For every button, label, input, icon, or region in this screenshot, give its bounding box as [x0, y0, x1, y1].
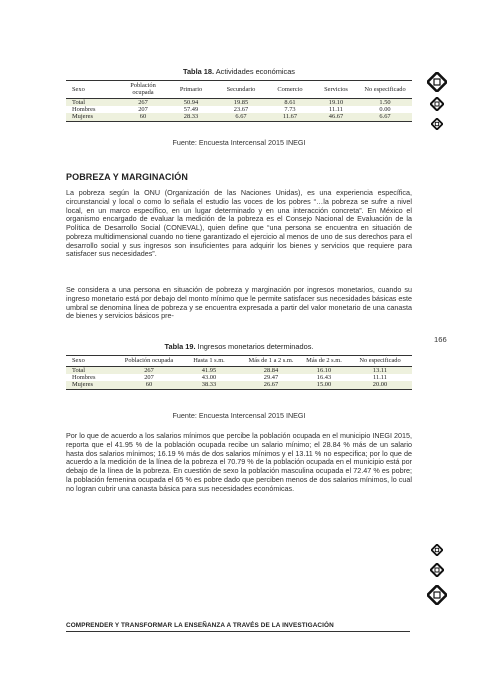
table-cell: 1.50: [358, 99, 412, 107]
ornament-large-diamond-icon: [427, 72, 447, 92]
table-cell: 267: [122, 367, 176, 375]
running-footer: COMPRENDER Y TRANSFORMAR LA ENSEÑANZA A TRAVÉS DE LA INVESTIGACIÓN: [66, 622, 334, 629]
ornament-small-diamond-icon: [431, 118, 443, 130]
table-cell: 29.47: [242, 374, 300, 381]
page-number: 166: [434, 335, 447, 344]
table-row: [66, 381, 412, 389]
table-cell: 7.73: [266, 106, 314, 113]
table-18-caption-label: Tabla 18.: [182, 67, 215, 76]
column-header: No especificado: [348, 356, 412, 367]
column-header: Servicios: [314, 81, 358, 99]
table-row: [66, 374, 412, 381]
ornament-diamond-icon: [430, 563, 444, 577]
table-cell: Mujeres: [66, 381, 122, 389]
table-cell: 26.67: [242, 381, 300, 389]
table-19-caption-text: Ingresos monetarios determinados.: [195, 342, 314, 351]
table-19-caption: [66, 342, 412, 351]
table-cell: Total: [66, 367, 122, 375]
table-cell: 11.11: [314, 106, 358, 113]
table-cell: 11.11: [348, 374, 412, 381]
column-header: Hasta 1 s.m.: [176, 356, 242, 367]
column-header: Más de 2 s.m.: [300, 356, 348, 367]
table-cell: 28.33: [166, 113, 216, 121]
table-cell: 267: [120, 99, 166, 107]
table-cell: Hombres: [66, 106, 120, 113]
section-heading: POBREZA Y MARGINACIÓN: [66, 172, 188, 182]
column-header: Secundario: [216, 81, 266, 99]
table-cell: 38.33: [176, 381, 242, 389]
column-header: Sexo: [66, 356, 122, 367]
table-cell: 43.00: [176, 374, 242, 381]
column-header: Sexo: [66, 81, 120, 99]
column-header: Más de 1 a 2 s.m.: [242, 356, 300, 367]
column-header: No especificado: [358, 81, 412, 99]
table-row: [66, 113, 412, 121]
table-cell: 19.10: [314, 99, 358, 107]
ornament-small-diamond-icon: [431, 544, 443, 556]
table-cell: 41.95: [176, 367, 242, 375]
table-cell: 8.61: [266, 99, 314, 107]
table-row: [66, 99, 412, 107]
table-cell: 13.11: [348, 367, 412, 375]
column-header: Población ocupada: [122, 356, 176, 367]
column-header: Primario: [166, 81, 216, 99]
table-cell: 23.67: [216, 106, 266, 113]
ornament-diamond-icon: [430, 97, 444, 111]
table-cell: 28.84: [242, 367, 300, 375]
table-cell: 50.94: [166, 99, 216, 107]
table-cell: 15.00: [300, 381, 348, 389]
table-cell: 57.49: [166, 106, 216, 113]
table-cell: 19.85: [216, 99, 266, 107]
table-cell: 16.10: [300, 367, 348, 375]
table-18-source: Fuente: Encuesta Intercensal 2015 INEGI: [172, 138, 306, 147]
table-cell: 16.43: [300, 374, 348, 381]
table-cell: 60: [122, 381, 176, 389]
table-cell: 6.67: [216, 113, 266, 121]
paragraph-2: Se considera a una persona en situación de pobreza y marginación por ingresos monetarios, cuando su ingreso monetario está por debajo del monto mínimo que le permite satisfacer sus necesidades básicas este umbral se denomina línea de pobreza y se encuentra expresada a partir del valor monetario de una canasta de bienes y servicios básicos pre-: [66, 285, 412, 321]
table-19-source: Fuente: Encuesta Intercensal 2015 INEGI: [172, 411, 306, 420]
table-cell: 0.00: [358, 106, 412, 113]
table-18: [66, 80, 412, 122]
footer-rule: [66, 631, 410, 632]
table-18-caption: [66, 67, 412, 76]
paragraph-1: La pobreza según la ONU (Organización de las Naciones Unidas), es una experiencia específica, circunstancial y local o como lo señala el estudio las voces de los pobres “…la pobreza se sufre a nivel local, en un marco específico, en un lugar determinado y en una interacción concreta”. En México el organismo encargado de evaluar la medición de la pobreza es el Consejo Nacional de Evaluación de la Política de Desarrollo Social (CONEVAL), quien define que “una persona se encuentra en situación de pobreza multidimensional cuando no tiene garantizado el ejercicio al menos de uno de sus derechos para el desarrollo social y sus ingresos son insuficientes para adquirir los bienes y servicios que requiere para satisfacer sus necesidades”.: [66, 188, 412, 259]
table-row: [66, 367, 412, 375]
table-cell: 207: [120, 106, 166, 113]
table-cell: 6.67: [358, 113, 412, 121]
table-19: [66, 355, 412, 390]
table-19-header-row: [66, 356, 412, 367]
table-row: [66, 106, 412, 113]
table-cell: 20.00: [348, 381, 412, 389]
table-cell: 46.67: [314, 113, 358, 121]
table-cell: Total: [66, 99, 120, 107]
table-19-caption-label: Tabla 19.: [164, 342, 196, 351]
paragraph-3: Por lo que de acuerdo a los salarios mínimos que percibe la población ocupada en el municipio INEGI 2015, reporta que el 41.95 % de la población ocupada recibe un salario mínimo; el 28.84 % más de un salario hasta dos salarios mínimos; 16.19 % más de dos salarios mínimos y el 13.11 % no especifica; por lo que de acuerdo a la medición de la línea de la pobreza el 70.79 % de la población ocupada en el municipio está por debajo de la línea de la pobreza. En cuestión de sexo la población masculina ocupada el 72.47 % es pobre; la población femenina ocupada el 65 % es pobre dado que perciben menos de dos salarios mínimos, lo cual no logran cubrir una canasta básica para sus necesidades económicas.: [66, 431, 412, 493]
table-cell: 11.67: [266, 113, 314, 121]
table-18-caption-text: Actividades económicas: [214, 67, 296, 76]
ornament-large-diamond-icon: [427, 585, 447, 605]
column-header: Población ocupada: [120, 81, 166, 99]
column-header: Comercio: [266, 81, 314, 99]
table-cell: 60: [120, 113, 166, 121]
table-cell: 207: [122, 374, 176, 381]
table-cell: Hombres: [66, 374, 122, 381]
table-18-header-row: [66, 81, 412, 99]
table-cell: Mujeres: [66, 113, 120, 121]
